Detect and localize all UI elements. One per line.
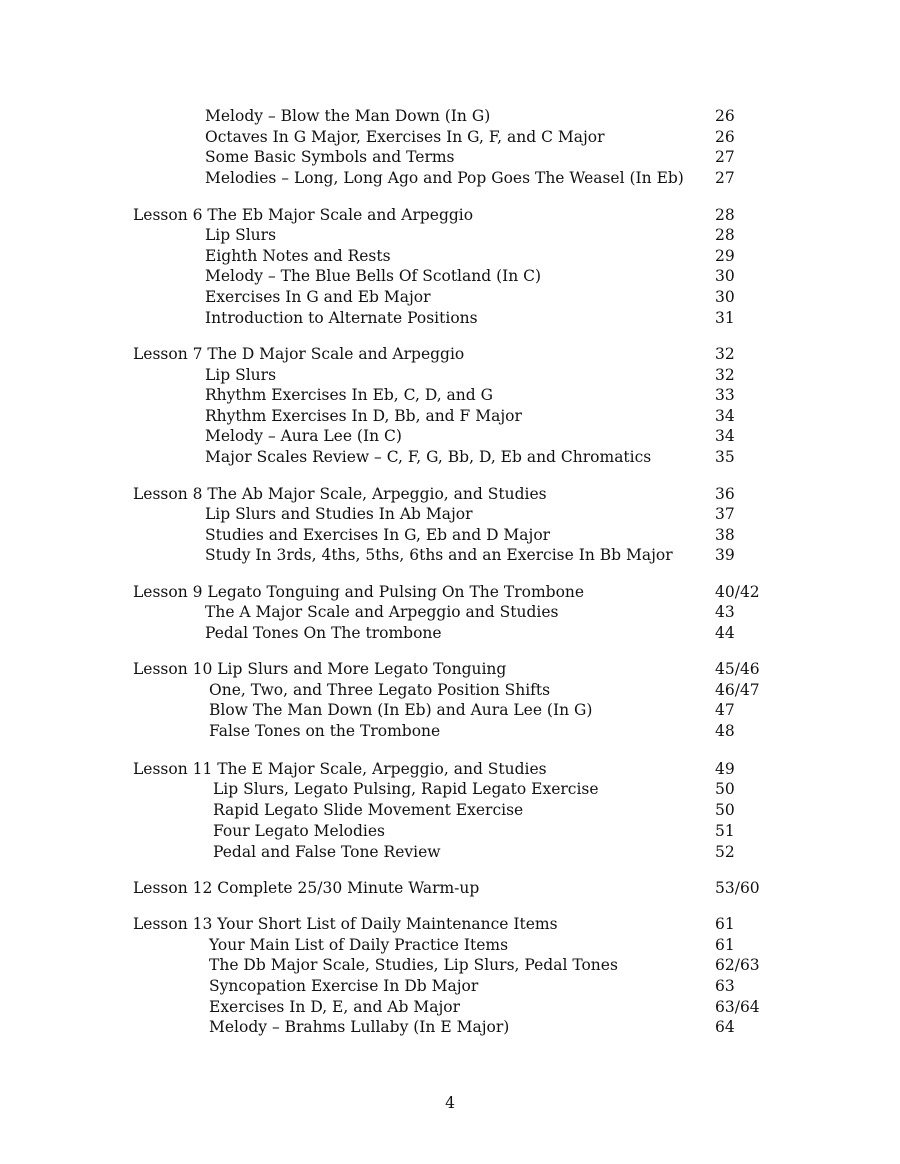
page-ref: 43 [715,603,735,621]
page-ref: 63 [715,977,735,995]
page-ref: 52 [715,843,735,861]
entry-title: Rapid Legato Slide Movement Exercise [213,801,524,819]
toc-entry-row [0,842,900,863]
entry-title: Rhythm Exercises In Eb, C, D, and G [205,386,493,404]
page-ref: 27 [715,148,735,166]
page-ref: 32 [715,345,735,363]
entry-title: Exercises In G and Eb Major [205,288,431,306]
page-ref: 26 [715,107,735,125]
page-ref: 45/46 [715,660,760,678]
lesson-title: Lesson 7 The D Major Scale and Arpeggio [133,345,465,363]
toc-entry-row [0,504,900,525]
toc-entry-row [0,225,900,246]
toc-lesson-row [0,484,900,505]
entry-title: The Db Major Scale, Studies, Lip Slurs, Pedal Tones [209,956,618,974]
lesson-title: Lesson 9 Legato Tonguing and Pulsing On The Trombone [133,583,585,601]
toc-entry-row [0,287,900,308]
toc-entry-row [0,955,900,976]
page-ref: 64 [715,1018,735,1036]
entry-title: Your Main List of Daily Practice Items [209,936,509,954]
page-ref: 28 [715,226,735,244]
toc-entry-row [0,545,900,566]
page-ref: 30 [715,267,735,285]
page-ref: 34 [715,407,735,425]
toc-entry-row [0,976,900,997]
page-ref: 29 [715,247,735,265]
page-ref: 61 [715,936,735,954]
toc-entry-row [0,106,900,127]
toc-entry-row [0,365,900,386]
entry-title: One, Two, and Three Legato Position Shifts [209,681,551,699]
lesson-title: Lesson 12 Complete 25/30 Minute Warm-up [133,879,480,897]
toc-entry-row [0,246,900,267]
entry-title: Some Basic Symbols and Terms [205,148,455,166]
page-ref: 53/60 [715,879,760,897]
toc-entry-row [0,385,900,406]
page-ref: 61 [715,915,735,933]
toc-lesson-row [0,205,900,226]
entry-title: Introduction to Alternate Positions [205,309,478,327]
toc-entry-row [0,935,900,956]
page-ref: 63/64 [715,998,760,1016]
lesson-title: Lesson 6 The Eb Major Scale and Arpeggio [133,206,474,224]
entry-title: Exercises In D, E, and Ab Major [209,998,460,1016]
entry-title: Melody – Aura Lee (In C) [205,427,402,445]
toc-entry-row [0,821,900,842]
toc-entry-row [0,266,900,287]
toc-entry-row [0,127,900,148]
entry-title: Four Legato Melodies [213,822,386,840]
toc-entry-row [0,779,900,800]
page-ref: 62/63 [715,956,760,974]
toc-entry-row [0,147,900,168]
toc-entry-row [0,447,900,468]
toc-entry-row [0,700,900,721]
toc-lesson-row [0,759,900,780]
lesson-title: Lesson 13 Your Short List of Daily Maintenance Items [133,915,558,933]
toc-entry-row [0,721,900,742]
entry-title: Melodies – Long, Long Ago and Pop Goes The Weasel (In Eb) [205,169,684,187]
toc-entry-row [0,680,900,701]
page-ref: 28 [715,206,735,224]
entry-title: Major Scales Review – C, F, G, Bb, D, Eb and Chromatics [205,448,652,466]
toc-lesson-row [0,659,900,680]
page-ref: 47 [715,701,735,719]
page-ref: 26 [715,128,735,146]
entry-title: Rhythm Exercises In D, Bb, and F Major [205,407,522,425]
page-ref: 32 [715,366,735,384]
toc-entry-row [0,800,900,821]
page-ref: 44 [715,624,735,642]
entry-title: Syncopation Exercise In Db Major [209,977,479,995]
toc-lesson-row [0,878,900,899]
entry-title: The A Major Scale and Arpeggio and Studies [205,603,559,621]
entry-title: Melody – Blow the Man Down (In G) [205,107,491,125]
entry-title: Lip Slurs [205,226,277,244]
page-ref: 48 [715,722,735,740]
entry-title: Studies and Exercises In G, Eb and D Major [205,526,551,544]
page-number: 4 [445,1094,455,1112]
toc-entry-row [0,406,900,427]
entry-title: Eighth Notes and Rests [205,247,391,265]
page-ref: 38 [715,526,735,544]
entry-title: Study In 3rds, 4ths, 5ths, 6ths and an Exercise In Bb Major [205,546,673,564]
toc-entry-row [0,426,900,447]
toc-lesson-row [0,582,900,603]
entry-title: Lip Slurs, Legato Pulsing, Rapid Legato Exercise [213,780,599,798]
lesson-title: Lesson 11 The E Major Scale, Arpeggio, and Studies [133,760,547,778]
toc-lesson-row [0,914,900,935]
toc-entry-row [0,623,900,644]
toc-entry-row [0,525,900,546]
entry-title: Octaves In G Major, Exercises In G, F, and C Major [205,128,605,146]
entry-title: Lip Slurs and Studies In Ab Major [205,505,473,523]
entry-title: Blow The Man Down (In Eb) and Aura Lee (In G) [209,701,593,719]
page-ref: 36 [715,485,735,503]
entry-title: Melody – Brahms Lullaby (In E Major) [209,1018,510,1036]
toc-entry-row [0,1017,900,1038]
lesson-title: Lesson 10 Lip Slurs and More Legato Tonguing [133,660,507,678]
lesson-title: Lesson 8 The Ab Major Scale, Arpeggio, and Studies [133,485,547,503]
page-ref: 35 [715,448,735,466]
page-ref: 37 [715,505,735,523]
page-ref: 31 [715,309,735,327]
page-ref: 30 [715,288,735,306]
page-ref: 34 [715,427,735,445]
entry-title: False Tones on the Trombone [209,722,441,740]
page-ref: 39 [715,546,735,564]
page-ref: 50 [715,801,735,819]
entry-title: Pedal Tones On The trombone [205,624,442,642]
toc-entry-row [0,168,900,189]
entry-title: Melody – The Blue Bells Of Scotland (In C) [205,267,542,285]
toc-entry-row [0,602,900,623]
page-ref: 33 [715,386,735,404]
entry-title: Pedal and False Tone Review [213,843,441,861]
page-ref: 49 [715,760,735,778]
page-ref: 50 [715,780,735,798]
page-ref: 46/47 [715,681,760,699]
toc-lesson-row [0,344,900,365]
page-ref: 40/42 [715,583,760,601]
toc-entry-row [0,308,900,329]
page-ref: 27 [715,169,735,187]
entry-title: Lip Slurs [205,366,277,384]
toc-entry-row [0,997,900,1018]
page-ref: 51 [715,822,735,840]
